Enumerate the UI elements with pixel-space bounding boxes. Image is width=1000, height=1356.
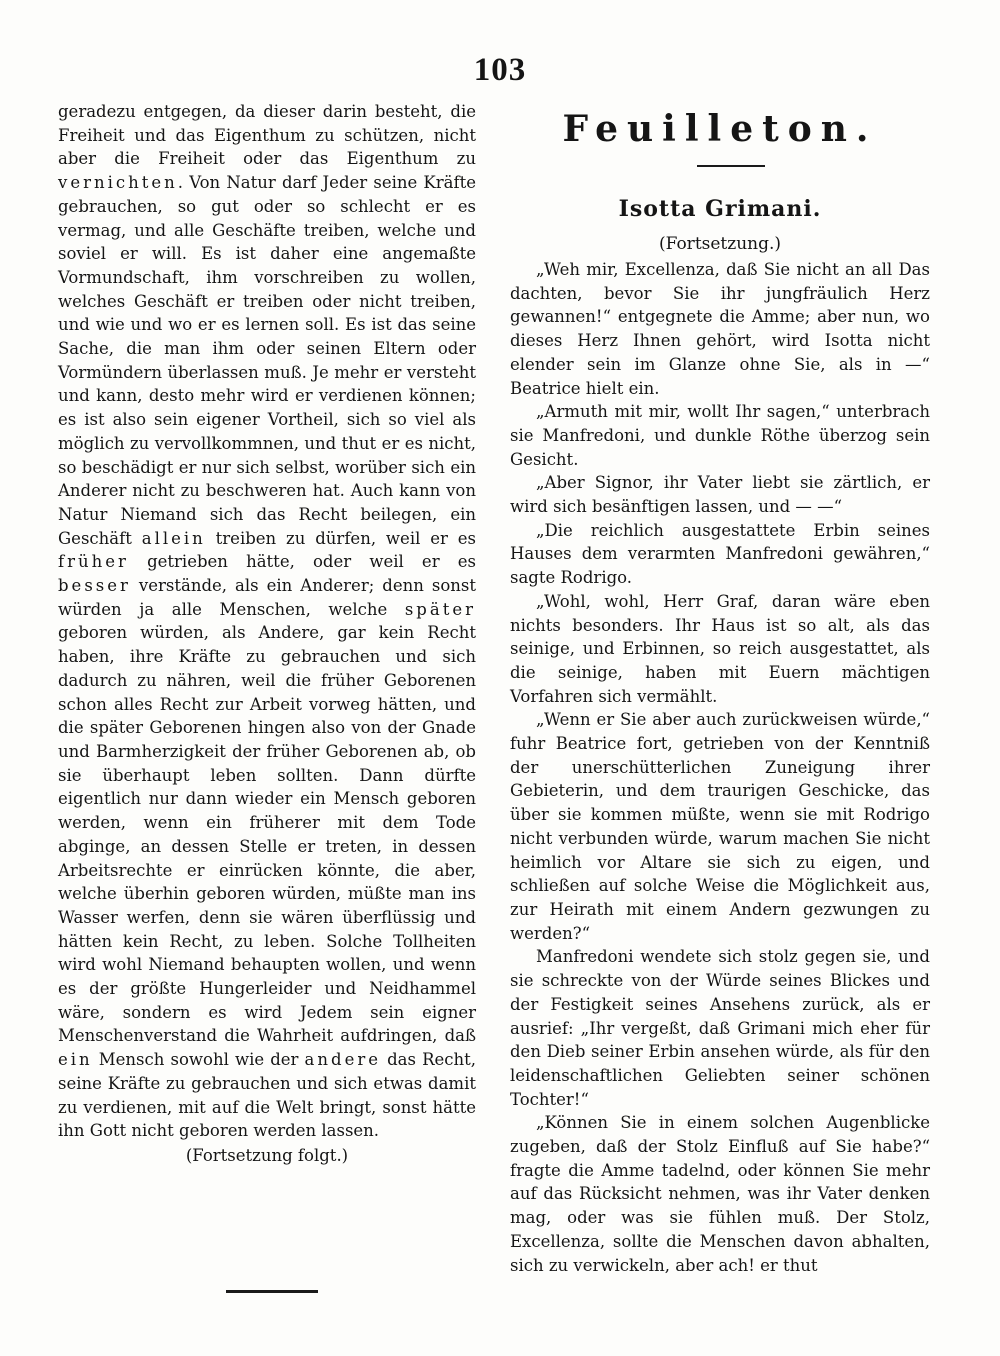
continuation-note: (Fortsetzung.)	[658, 234, 782, 254]
spaced-emphasis: allein	[141, 528, 206, 548]
text-run: verstände, als ein Anderer; denn sonst würden ja alle Menschen, welche	[58, 576, 476, 619]
story-paragraph: „Die reichlich ausgestattete Erbin seines Hauses dem verarmten Manfredoni gewähren,“ sagte Rodrigo.	[510, 520, 930, 588]
spaced-emphasis: besser	[58, 576, 131, 596]
text-run: geboren würden, als Andere, gar kein Recht haben, ihre Kräfte zu gebrauchen und sich dadurch zu nähren, weil die früher Geborenen schon alles Recht zur Arbeit vorweg hätten, und die später Geborenen hingen also von der Gnade und Barmherzigkeit der früher Geborenen ab, ob sie überhaupt leben sollten. Dann dürfte eigentlich nur dann wieder ein Mensch geboren werden, wenn ein früherer mit dem Tode abginge, an dessen Stelle er treten, in dessen Arbeitsrechte er einrücken könnte, die aber, welche überhin geboren würden, müßte man ins Wasser werfen, denn sie wären überflüssig und hätten kein Recht, zu leben. Solche Tollheiten wird wohl Niemand behaupten wollen, und wenn es der größte Hungerleider und Neidhammel wäre, sondern es wird Jedem sein eigner Menschenverstand die Wahrheit aufdringen, daß	[58, 623, 476, 1046]
left-paragraph	[58, 100, 476, 1143]
divider-rule	[226, 1290, 318, 1293]
text-run: Mensch sowohl wie der	[92, 1050, 305, 1070]
story-title: Isotta Grimani.	[618, 196, 822, 222]
heading-divider-rule	[697, 165, 765, 167]
text-run: geradezu entgegen, da dieser darin besteht, die Freiheit und das Eigenthum zu schützen, nicht aber die Freiheit oder das Eigenthum zu	[58, 102, 476, 169]
story-paragraph: Manfredoni wendete sich stolz gegen sie, und sie schreckte von der Würde seines Blickes und der Festigkeit seines Ansehens zurück, als er ausrief: „Ihr vergeßt, daß Grimani mich eher für den Dieb seiner Erbin ansehen würde, als für den leidenschaftlichen Geliebten seiner schönen Tochter!“	[510, 947, 930, 1109]
text-run: treiben zu dürfen, weil er es	[205, 528, 476, 548]
text-run: das Recht, seine Kräfte zu gebrauchen und sich etwas damit zu verdienen, mit auf die Welt bringt, sonst hätte ihn Gott nicht geboren werden lassen.	[58, 1050, 476, 1141]
spaced-emphasis: ein	[58, 1050, 93, 1070]
spaced-emphasis: andere	[304, 1050, 381, 1070]
spaced-emphasis: früher	[58, 552, 129, 572]
section-heading: Feuilleton.	[562, 108, 878, 150]
story-paragraph: „Aber Signor, ihr Vater liebt sie zärtlich, er wird sich besänftigen lassen, und — —“	[510, 473, 930, 517]
story-paragraph: „Weh mir, Excellenza, daß Sie nicht an all Das dachten, bevor Sie ihr jungfräulich Herz gewannen!“ entgegnete die Amme; aber nun, wo dieses Herz Ihnen gehört, wird Isotta nicht elender sein im Glanze ohne Sie, als in —“ Beatrice hielt ein.	[510, 260, 930, 398]
story-paragraph: „Können Sie in einem solchen Augenblicke zugeben, daß der Stolz Einfluß auf Sie habe?“ fragte die Amme tadelnd, oder können Sie mehr auf das Rücksicht nehmen, was ihr Vater denken mag, oder was sie fühlen muß. Der Stolz, Excellenza, sollte die Menschen davon abhalten, sich zu verwickeln, aber ach! er thut	[510, 1113, 930, 1275]
spaced-emphasis: vernichten	[58, 173, 178, 193]
left-column	[58, 100, 476, 1168]
story-paragraph: „Wenn er Sie aber auch zurückweisen würde,“ fuhr Beatrice fort, getrieben von der Kenntniß der unerschütterlichen Zuneigung ihrer Gebieterin, und dem traurigen Geschicke, das über sie kommen müßte, wenn sie mit Rodrigo nicht verbunden würde, warum machen Sie nicht heimlich vor Altare sie sich zu eigen, und schließen auf solche Weise die Möglichkeit aus, zur Heirath mit einem Andern gezwungen zu werden?“	[510, 710, 930, 943]
right-column	[510, 258, 930, 1277]
text-run: . Von Natur darf Jeder seine Kräfte gebrauchen, so gut oder so schlecht er es vermag, und alle Geschäfte treiben, welche und soviel er will. Es ist daher eine angemaßte Vormundschaft, ihm vorschreiben zu wollen, welches Geschäft er treiben oder nicht treiben, und wie und wo er es lernen soll. Es ist das seine Sache, die man ihm oder seinen Eltern oder Vormündern überlassen muß. Je mehr er versteht und kann, desto mehr wird er verdienen können; es ist also sein eigener Vortheil, sich so viel als möglich zu vervollkommnen, und thut er es nicht, so beschädigt er nur sich selbst, worüber sich ein Anderer nicht zu beschweren hat. Auch kann von Natur Niemand sich das Recht beilegen, ein Geschäft	[58, 173, 476, 548]
story-paragraph: „Wohl, wohl, Herr Graf, daran wäre eben nichts besonders. Ihr Haus ist so alt, als das seinige, und Erbinnen, so reich ausgestattet, als die seinige, haben mit Euern mächtigen Vorfahren sich vermählt.	[510, 591, 930, 706]
page-number: 103	[473, 52, 527, 88]
story-paragraph: „Armuth mit mir, wollt Ihr sagen,“ unterbrach sie Manfredoni, und dunkle Röthe überzog sein Gesicht.	[510, 402, 930, 469]
continued-note: (Fortsetzung folgt.)	[185, 1145, 349, 1165]
spaced-emphasis: später	[404, 599, 476, 619]
text-run: getrieben hätte, oder weil er es	[128, 552, 476, 572]
